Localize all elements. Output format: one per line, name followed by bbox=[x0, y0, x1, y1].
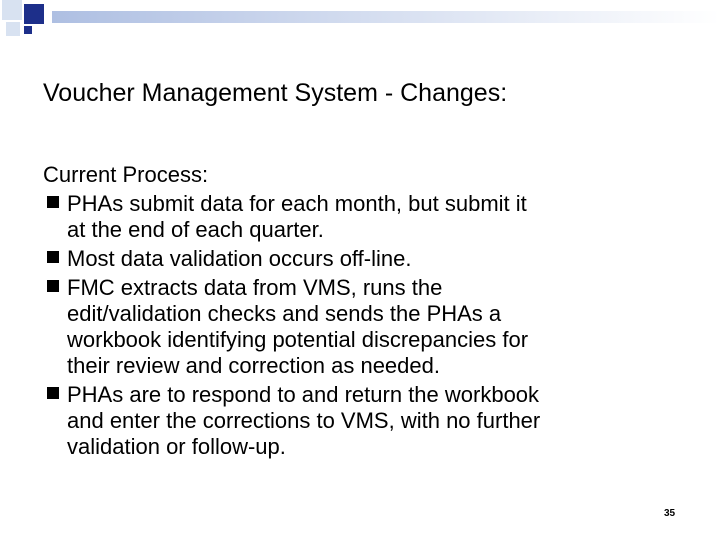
bullet-line: and enter the corrections to VMS, with no further bbox=[67, 408, 541, 433]
header-square-dark-small bbox=[24, 26, 32, 34]
bullet-line: validation or follow-up. bbox=[67, 434, 286, 459]
square-bullet-icon bbox=[47, 280, 59, 292]
slide-title: Voucher Management System - Changes: bbox=[43, 79, 508, 107]
square-bullet-icon bbox=[47, 251, 59, 263]
bullet-item bbox=[43, 275, 703, 379]
header-square-dark bbox=[24, 4, 44, 24]
page-number: 35 bbox=[664, 508, 676, 519]
section-subheading: Current Process: bbox=[43, 162, 209, 187]
bullet-item bbox=[43, 382, 703, 460]
bullet-line: workbook identifying potential discrepancies for bbox=[67, 327, 529, 352]
square-bullet-icon bbox=[47, 196, 59, 208]
bullet-list bbox=[43, 191, 703, 460]
bullet-line: FMC extracts data from VMS, runs the bbox=[67, 275, 443, 300]
slide-content bbox=[43, 162, 703, 460]
square-bullet-icon bbox=[47, 387, 59, 399]
bullet-line: their review and correction as needed. bbox=[67, 353, 440, 378]
bullet-line: PHAs submit data for each month, but submit it bbox=[67, 191, 527, 216]
bullet-item bbox=[43, 246, 703, 272]
bullet-line: PHAs are to respond to and return the workbook bbox=[67, 382, 540, 407]
header-decoration bbox=[0, 0, 720, 48]
header-gradient-band bbox=[52, 11, 720, 23]
bullet-line: edit/validation checks and sends the PHAs a bbox=[67, 301, 502, 326]
bullet-line: at the end of each quarter. bbox=[67, 217, 324, 242]
header-square-light-small bbox=[6, 22, 20, 36]
header-square-light bbox=[2, 0, 22, 20]
bullet-item bbox=[43, 191, 703, 243]
bullet-line: Most data validation occurs off-line. bbox=[67, 246, 412, 271]
